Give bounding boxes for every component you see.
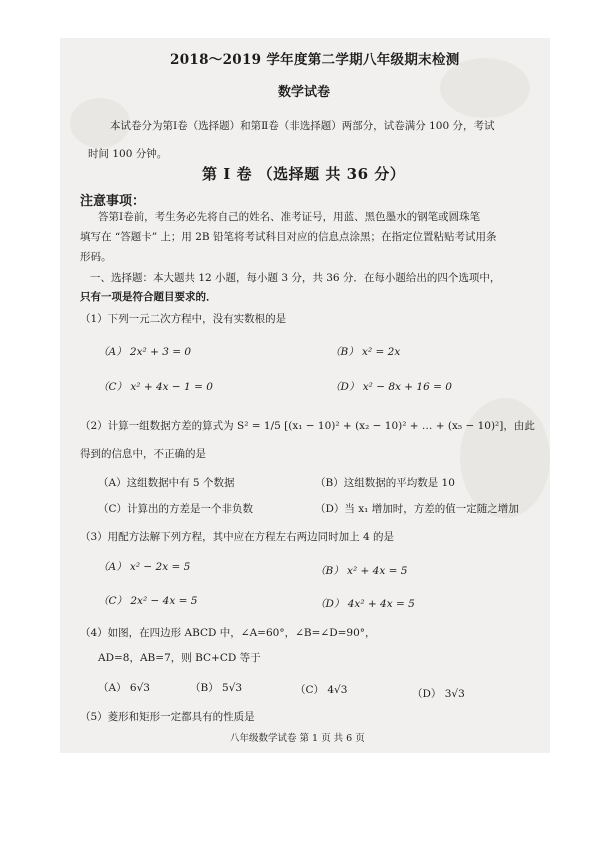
q4-stem: （4）如图，在四边形 ABCD 中，∠A=60°，∠B=∠D=90°，: [80, 627, 376, 639]
notes-line-3: 形码。: [80, 251, 112, 263]
q3-option-a: （A） x² − 2x = 5: [98, 561, 191, 573]
q3-option-d: （D） 4x² + 4x = 5: [315, 598, 415, 610]
part1-line-1: 一、选择题：本大题共 12 小题，每小题 3 分，共 36 分．在每小题给出的四个选项中，: [90, 272, 501, 284]
q4-option-c: （C） 4√3: [295, 684, 348, 696]
exam-title: 2018～2019 学年度第二学期八年级期末检测: [170, 52, 460, 68]
q2-option-a: （A）这组数据中有 5 个数据: [98, 477, 235, 489]
paper-stain: [460, 398, 550, 518]
intro-line-2: 时间 100 分钟。: [88, 148, 168, 160]
q4-option-a: （A） 6√3: [98, 682, 150, 694]
q5-stem: （5）菱形和矩形一定都具有的性质是: [80, 711, 255, 723]
q2-option-d: （D）当 x₁ 增加时，方差的值一定随之增加: [315, 503, 519, 515]
q2-stem-2: 得到的信息中，不正确的是: [80, 448, 206, 460]
q1-option-c: （C） x² + 4x − 1 = 0: [98, 381, 213, 393]
q4-option-d: （D） 3√3: [412, 688, 465, 700]
notes-line-2: 填写在 “答题卡” 上；用 2B 铅笔将考试科目对应的信息点涂黑；在指定位置粘贴考试用条: [80, 231, 497, 243]
q2-stem: （2）计算一组数据方差的算式为 S² = 1/5 [(x₁ − 10)² + (x₂ − 10)² + … + (x₅ − 10)²]，由此: [80, 420, 535, 432]
part1-line-2: 只有一项是符合题目要求的．: [80, 291, 217, 303]
intro-line-1: 本试卷分为第Ⅰ卷（选择题）和第Ⅱ卷（非选择题）两部分，试卷满分 100 分，考试: [110, 120, 495, 132]
page-footer: 八年级数学试卷 第 1 页 共 6 页: [230, 733, 365, 744]
q2-option-c: （C）计算出的方差是一个非负数: [98, 503, 254, 515]
q3-stem: （3）用配方法解下列方程，其中应在方程左右两边同时加上 4 的是: [80, 531, 395, 543]
subject-title: 数学试卷: [278, 85, 331, 100]
notes-line-1: 答第Ⅰ卷前，考生务必先将自己的姓名、准考证号，用蓝、黑色墨水的钢笔或圆珠笔: [98, 211, 481, 223]
q3-option-c: （C） 2x² − 4x = 5: [98, 595, 198, 607]
q3-option-b: （B） x² + 4x = 5: [315, 565, 408, 577]
q1-option-d: （D） x² − 8x + 16 = 0: [330, 381, 452, 393]
section-title: 第 Ⅰ 卷 （选择题 共 36 分）: [202, 165, 406, 183]
q1-option-a: （A） 2x² + 3 = 0: [98, 346, 192, 358]
exam-page: [60, 38, 550, 753]
q4-stem-2: AD=8，AB=7，则 BC+CD 等于: [98, 652, 261, 664]
q4-option-b: （B） 5√3: [190, 682, 243, 694]
notes-title: 注意事项：: [80, 194, 146, 209]
q2-option-b: （B）这组数据的平均数是 10: [315, 477, 455, 489]
q1-stem: （1）下列一元二次方程中，没有实数根的是: [80, 313, 287, 325]
q1-option-b: （B） x² = 2x: [330, 346, 401, 358]
